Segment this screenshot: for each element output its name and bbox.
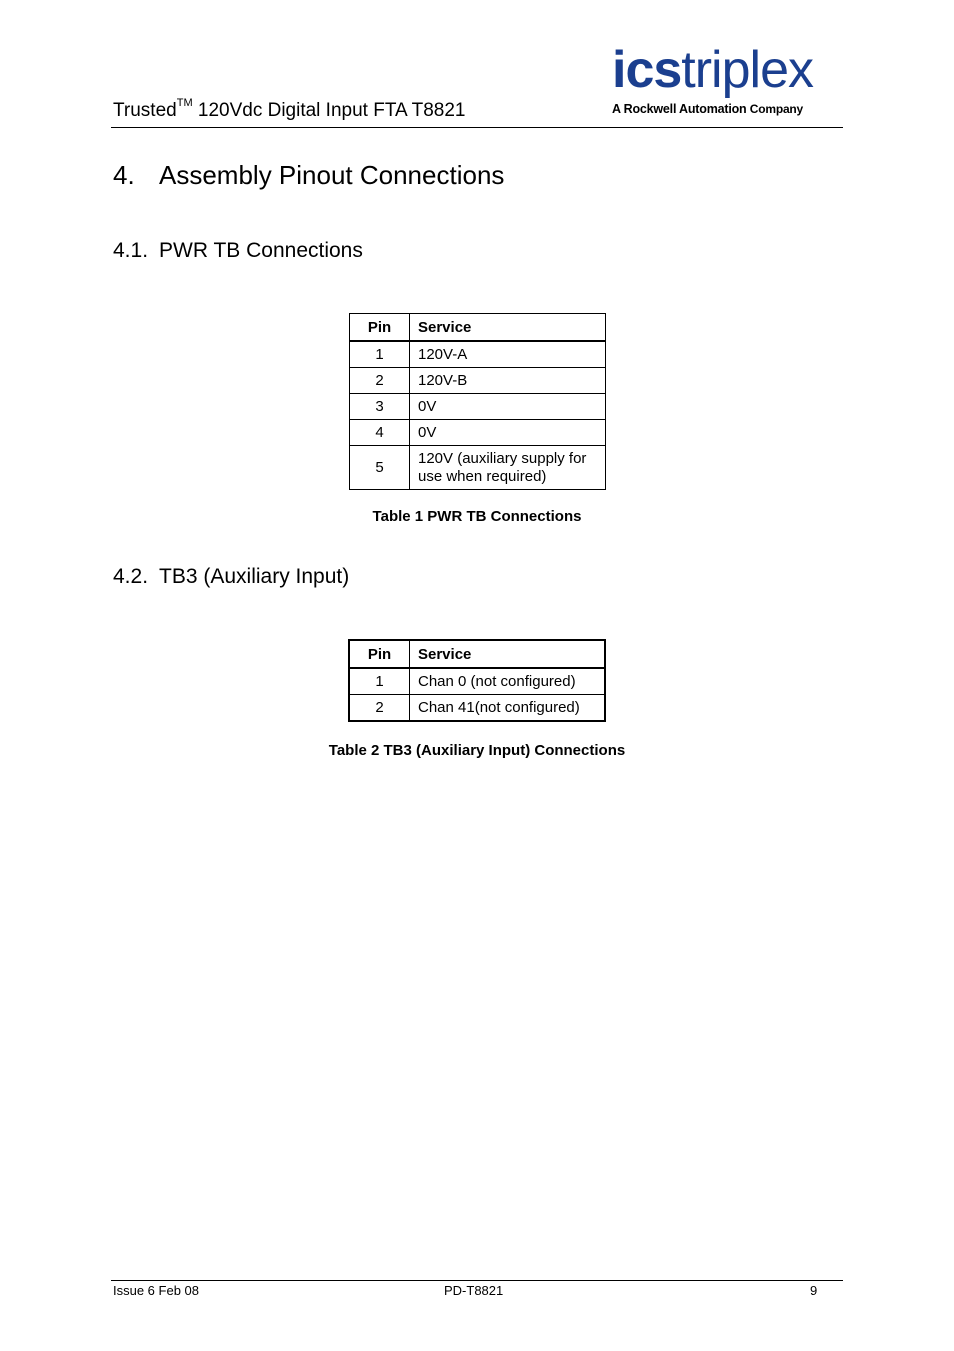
table-row bbox=[349, 695, 605, 722]
service-cell: Chan 41(not configured) bbox=[410, 695, 606, 722]
column-header-service: Service bbox=[410, 640, 606, 668]
pin-cell: 4 bbox=[350, 420, 410, 446]
section-number: 4.1. bbox=[113, 239, 149, 262]
table-row bbox=[350, 341, 606, 368]
logo-wordmark bbox=[612, 41, 814, 99]
pwr-tb-table bbox=[349, 313, 606, 490]
footer-document-id: PD-T8821 bbox=[444, 1283, 504, 1298]
header-divider bbox=[111, 127, 843, 128]
section-number: 4.2. bbox=[113, 565, 149, 588]
logo-tagline-suffix: Company bbox=[749, 102, 804, 116]
section-heading-4-2 bbox=[113, 565, 349, 589]
section-heading-4-1 bbox=[113, 239, 363, 263]
column-header-pin: Pin bbox=[350, 314, 410, 342]
logo-tagline-main: A Rockwell Automation bbox=[612, 102, 747, 116]
footer-divider bbox=[111, 1280, 843, 1281]
logo-word-triplex: triplex bbox=[681, 41, 814, 99]
logo-tagline bbox=[612, 102, 803, 116]
section-title: TB3 (Auxiliary Input) bbox=[159, 565, 350, 588]
footer-issue: Issue 6 Feb 08 bbox=[113, 1283, 199, 1298]
title-rest: 120Vdc Digital Input FTA T8821 bbox=[192, 100, 466, 121]
table-row bbox=[350, 368, 606, 394]
table-row bbox=[350, 420, 606, 446]
pin-cell: 1 bbox=[349, 668, 410, 695]
column-header-pin: Pin bbox=[349, 640, 410, 668]
table-header-row bbox=[350, 314, 606, 342]
pin-cell: 2 bbox=[350, 368, 410, 394]
service-cell: 120V-A bbox=[410, 341, 606, 368]
section-number: 4. bbox=[113, 160, 135, 190]
section-heading-4 bbox=[113, 160, 504, 191]
tb3-table bbox=[348, 639, 606, 722]
title-prefix: Trusted bbox=[113, 100, 177, 121]
logo-word-ics: ics bbox=[612, 41, 682, 99]
section-title: PWR TB Connections bbox=[159, 239, 363, 262]
ics-triplex-logo bbox=[608, 41, 844, 120]
service-cell: 0V bbox=[410, 394, 606, 420]
pin-cell: 3 bbox=[350, 394, 410, 420]
pin-cell: 5 bbox=[350, 446, 410, 490]
pin-cell: 2 bbox=[349, 695, 410, 722]
table-row bbox=[349, 668, 605, 695]
table-row bbox=[350, 394, 606, 420]
service-cell: 120V (auxiliary supply for use when required) bbox=[410, 446, 606, 490]
service-cell: Chan 0 (not configured) bbox=[410, 668, 606, 695]
trademark-superscript: TM bbox=[176, 97, 193, 109]
section-title: Assembly Pinout Connections bbox=[159, 160, 505, 190]
table-header-row bbox=[349, 640, 605, 668]
service-cell: 0V bbox=[410, 420, 606, 446]
service-cell: 120V-B bbox=[410, 368, 606, 394]
pin-cell: 1 bbox=[350, 341, 410, 368]
table-caption: Table 2 TB3 (Auxiliary Input) Connections bbox=[328, 742, 626, 759]
column-header-service: Service bbox=[410, 314, 606, 342]
table-caption: Table 1 PWR TB Connections bbox=[372, 508, 582, 525]
footer-page-number: 9 bbox=[810, 1283, 818, 1298]
table-row bbox=[350, 446, 606, 490]
document-title bbox=[113, 97, 466, 122]
